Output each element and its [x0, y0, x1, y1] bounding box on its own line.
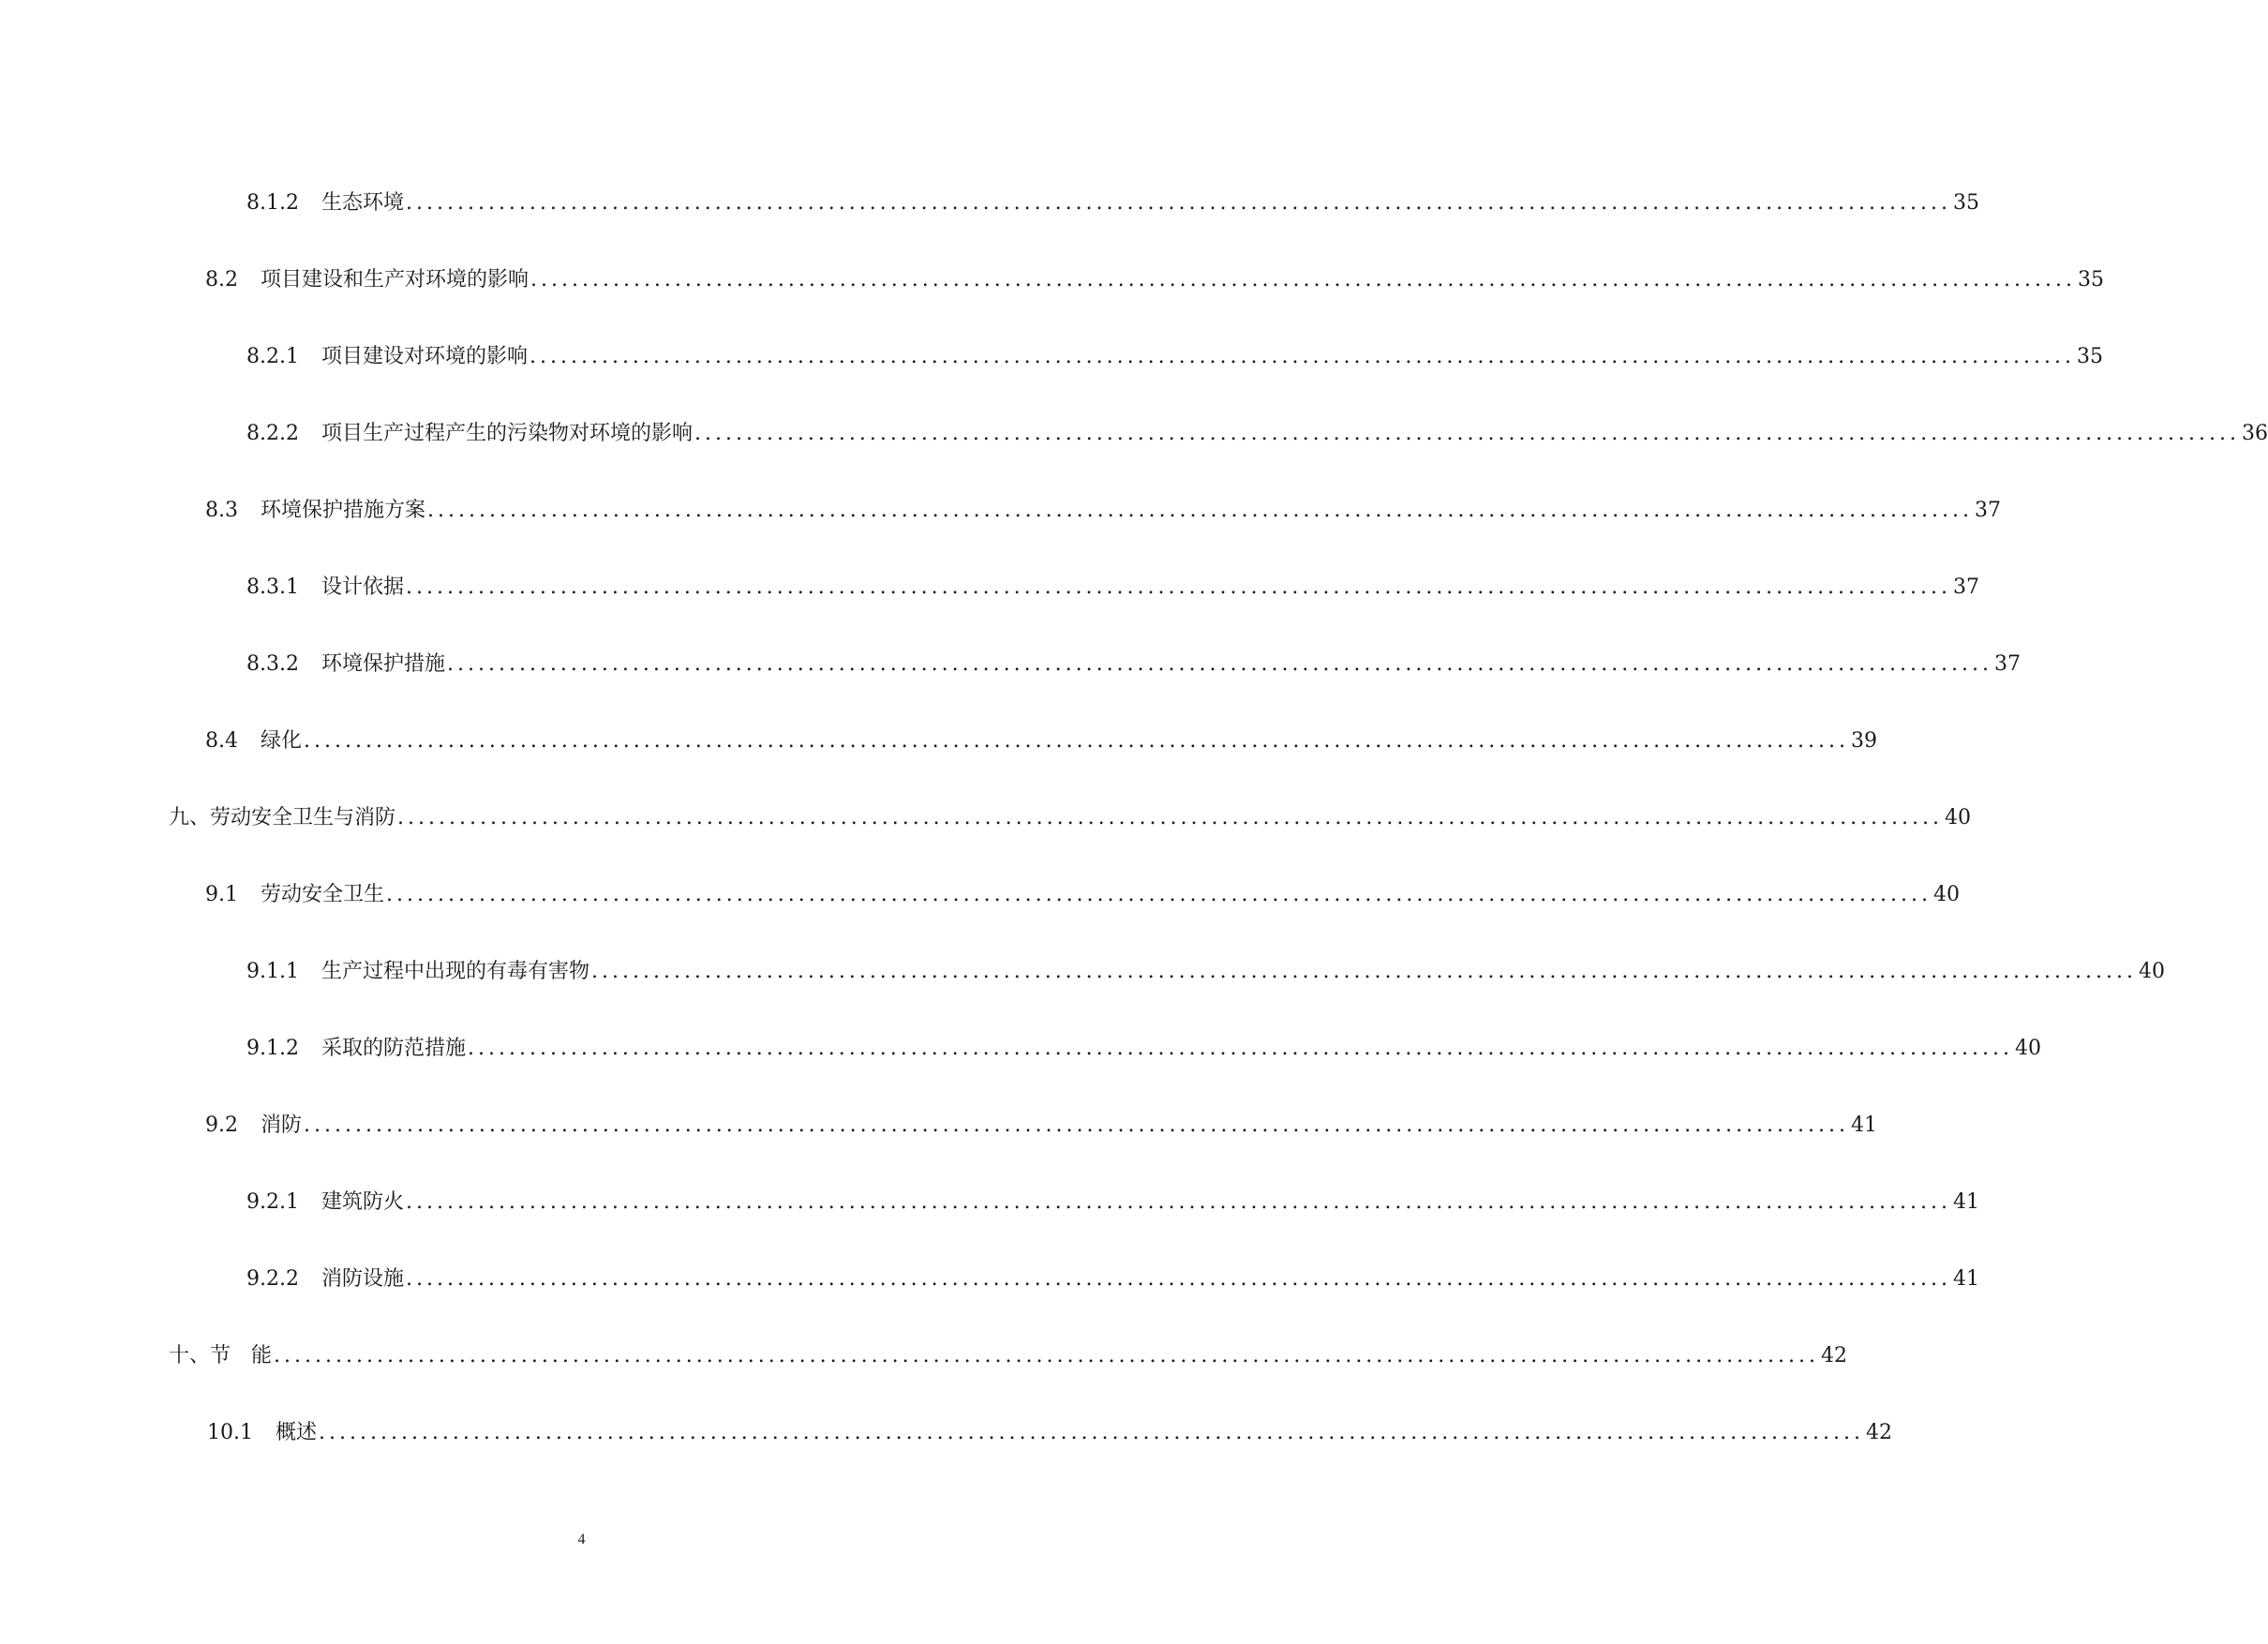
toc-entry-number: 8.2: [205, 268, 238, 291]
toc-entry-number: 8.1.2: [246, 191, 299, 215]
toc-entry-number: 8.2.1: [246, 345, 299, 368]
toc-entry-page: 35: [1952, 191, 1979, 215]
toc-leader-dots: ......................................................................................................................................................: [397, 806, 1944, 829]
toc-leader-dots: ......................................................................................................................................................: [530, 345, 2075, 368]
toc-entry-page: 37: [1975, 499, 2001, 522]
toc-entry-chapter-9[interactable]: [169, 800, 1972, 837]
toc-leader-dots: ......................................................................................................................................................: [304, 729, 1849, 753]
toc-entry-title: 项目生产过程产生的污染物对环境的影响: [321, 422, 693, 445]
toc-leader-dots: ......................................................................................................................................................: [386, 883, 1932, 906]
toc-leader-dots: ......................................................................................................................................................: [406, 191, 1951, 215]
toc-entry-number: 8.3: [205, 499, 238, 522]
toc-entry-page: 35: [2078, 268, 2104, 291]
toc-entry-number: 9.1.2: [246, 1037, 299, 1060]
toc-entry-9-2-1[interactable]: [246, 1184, 1979, 1221]
toc-leader-dots: ......................................................................................................................................................: [468, 1037, 2013, 1060]
toc-entry-title: 环境保护措施方案: [261, 499, 426, 522]
toc-leader-dots: ......................................................................................................................................................: [427, 499, 1973, 522]
toc-entry-title: 设计依据: [321, 575, 404, 599]
page-number: 4: [577, 1532, 586, 1547]
toc-entry-number: 8.2.2: [246, 422, 299, 445]
toc-entry-title: 环境保护措施: [321, 652, 445, 676]
toc-entry-title: 绿化: [261, 729, 303, 753]
toc-leader-dots: ......................................................................................................................................................: [591, 960, 2137, 983]
toc-entry-8-2-2[interactable]: [246, 415, 2268, 453]
toc-leader-dots: ......................................................................................................................................................: [447, 652, 1992, 676]
toc-entry-number: 十、: [169, 1344, 211, 1368]
toc-entry-title: 劳动安全卫生与消防: [210, 806, 396, 829]
toc-entry-9-2-2[interactable]: [246, 1261, 1979, 1298]
toc-entry-page: 40: [1933, 883, 1960, 906]
toc-entry-page: 37: [1993, 652, 2021, 676]
toc-entry-page: 41: [1851, 1113, 1877, 1137]
toc-entry-page: 39: [1851, 729, 1877, 753]
toc-entry-title: 项目建设和生产对环境的影响: [261, 268, 530, 291]
toc-entry-title: 生产过程中出现的有毒有害物: [321, 960, 589, 983]
toc-entry-number: 8.4: [205, 729, 238, 753]
toc-entry-number: 9.1.1: [246, 960, 299, 983]
toc-leader-dots: ......................................................................................................................................................: [406, 1190, 1951, 1214]
toc-entry-8-2[interactable]: [205, 262, 2104, 299]
toc-entry-title: 消防设施: [321, 1267, 404, 1291]
toc-entry-number: 10.1: [207, 1421, 253, 1444]
toc-entry-number: 九、: [169, 806, 211, 829]
toc-entry-number: 8.3.2: [246, 652, 299, 676]
toc-entry-page: 40: [1945, 806, 1972, 829]
toc-leader-dots: ......................................................................................................................................................: [406, 575, 1951, 599]
toc-entry-number: 9.2.2: [246, 1267, 299, 1291]
toc-entry-number: 9.2.1: [246, 1190, 299, 1214]
toc-entry-9-1-1[interactable]: [246, 953, 2165, 991]
toc-entry-page: 42: [1865, 1421, 1892, 1444]
toc-entry-10-1[interactable]: [207, 1414, 1892, 1452]
toc-entry-9-1-2[interactable]: [246, 1030, 2041, 1068]
toc-entry-title: 概述: [275, 1421, 317, 1444]
toc-leader-dots: ......................................................................................................................................................: [304, 1113, 1849, 1137]
toc-entry-number: 8.3.1: [246, 575, 299, 599]
toc-entry-9-2[interactable]: [205, 1107, 1877, 1144]
toc-entry-title: 节 能: [210, 1344, 273, 1368]
toc-entry-page: 40: [2138, 960, 2165, 983]
toc-leader-dots: ......................................................................................................................................................: [274, 1344, 1820, 1368]
toc-leader-dots: ......................................................................................................................................................: [530, 268, 2076, 291]
toc-entry-8-1-2[interactable]: [246, 185, 1979, 222]
toc-entry-8-4[interactable]: [205, 723, 1877, 760]
toc-entry-title: 建筑防火: [321, 1190, 404, 1214]
toc-leader-dots: ......................................................................................................................................................: [406, 1267, 1951, 1291]
toc-leader-dots: ......................................................................................................................................................: [694, 422, 2240, 445]
toc-entry-page: 40: [2014, 1037, 2041, 1060]
toc-entry-page: 37: [1952, 575, 1979, 599]
toc-entry-8-3[interactable]: [205, 492, 2001, 530]
toc-entry-title: 劳动安全卫生: [261, 883, 385, 906]
toc-entry-number: 9.2: [205, 1113, 238, 1137]
toc-entry-title: 项目建设对环境的影响: [321, 345, 528, 368]
toc-leader-dots: ......................................................................................................................................................: [319, 1421, 1864, 1444]
toc-entry-8-2-1[interactable]: [246, 338, 2103, 376]
toc-entry-page: 35: [2076, 345, 2103, 368]
toc-entry-page: 41: [1952, 1267, 1979, 1291]
toc-entry-number: 9.1: [205, 883, 238, 906]
toc-entry-chapter-10[interactable]: [169, 1338, 1848, 1375]
toc-entry-page: 41: [1952, 1190, 1979, 1214]
toc-entry-8-3-2[interactable]: [246, 646, 2021, 683]
toc-entry-title: 采取的防范措施: [321, 1037, 466, 1060]
toc-entry-page: 36: [2241, 422, 2268, 445]
toc-entry-9-1[interactable]: [205, 876, 1960, 914]
toc-entry-page: 42: [1821, 1344, 1848, 1368]
toc-entry-title: 生态环境: [321, 191, 404, 215]
toc-entry-8-3-1[interactable]: [246, 569, 1979, 606]
toc-entry-title: 消防: [261, 1113, 303, 1137]
